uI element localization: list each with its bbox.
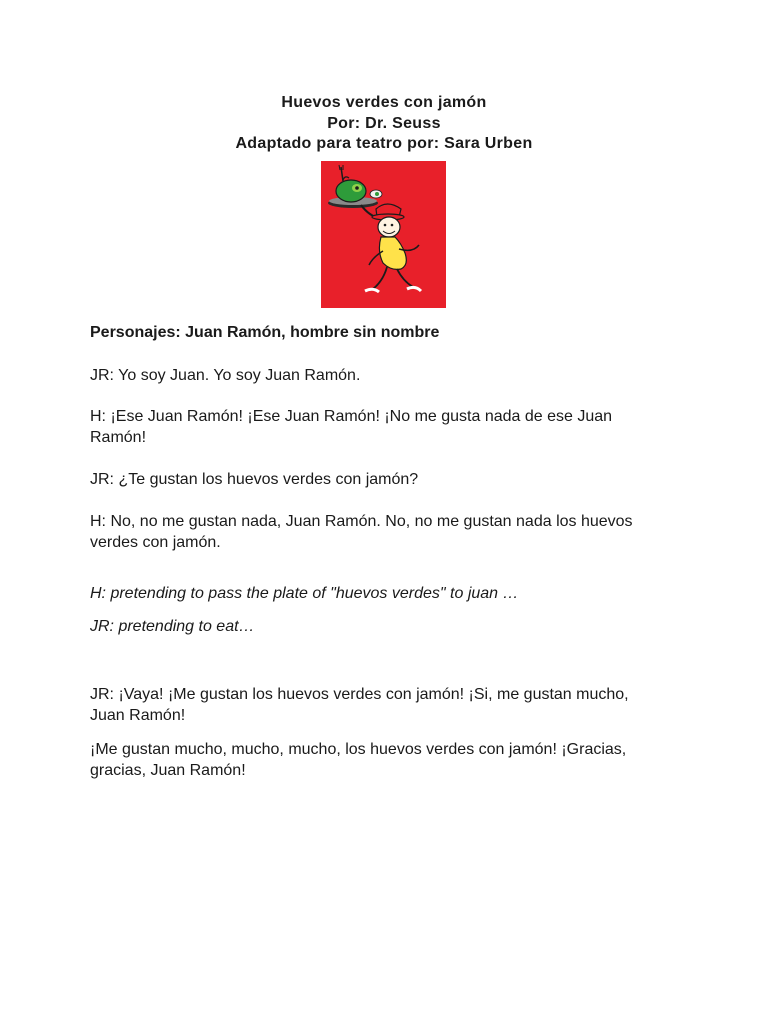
stage-direction-2: JR: pretending to eat… (90, 618, 255, 635)
script-line-6: ¡Me gustan mucho, mucho, mucho, los huevos verdes con jamón! ¡Gracias, gracias, Juan Ramón! (90, 741, 627, 779)
author-line: Por: Dr. Seuss (327, 114, 441, 132)
script-line-3: JR: ¿Te gustan los huevos verdes con jamón? (90, 471, 419, 488)
script-line-2: H: ¡Ese Juan Ramón! ¡Ese Juan Ramón! ¡No me gusta nada de ese Juan Ramón! (90, 408, 613, 446)
document-title: Huevos verdes con jamón (281, 94, 487, 111)
script-line-5: JR: ¡Vaya! ¡Me gustan los huevos verdes con jamón! ¡Si, me gustan mucho, Juan Ramón! (90, 686, 629, 724)
script-line-1: JR: Yo soy Juan. Yo soy Juan Ramón. (90, 367, 361, 384)
characters-line: Personajes: Juan Ramón, hombre sin nombre (90, 324, 440, 341)
book-cover-illustration (321, 161, 446, 308)
script-line-4: H: No, no me gustan nada, Juan Ramón. No, no me gustan nada los huevos verdes con jamón. (90, 513, 633, 551)
sam-i-am-icon (321, 161, 446, 308)
title-block (0, 93, 768, 155)
adaptation-line: Adaptado para teatro por: Sara Urben (235, 135, 533, 152)
stage-direction-1: H: pretending to pass the plate of "huevos verdes" to juan … (90, 585, 519, 602)
